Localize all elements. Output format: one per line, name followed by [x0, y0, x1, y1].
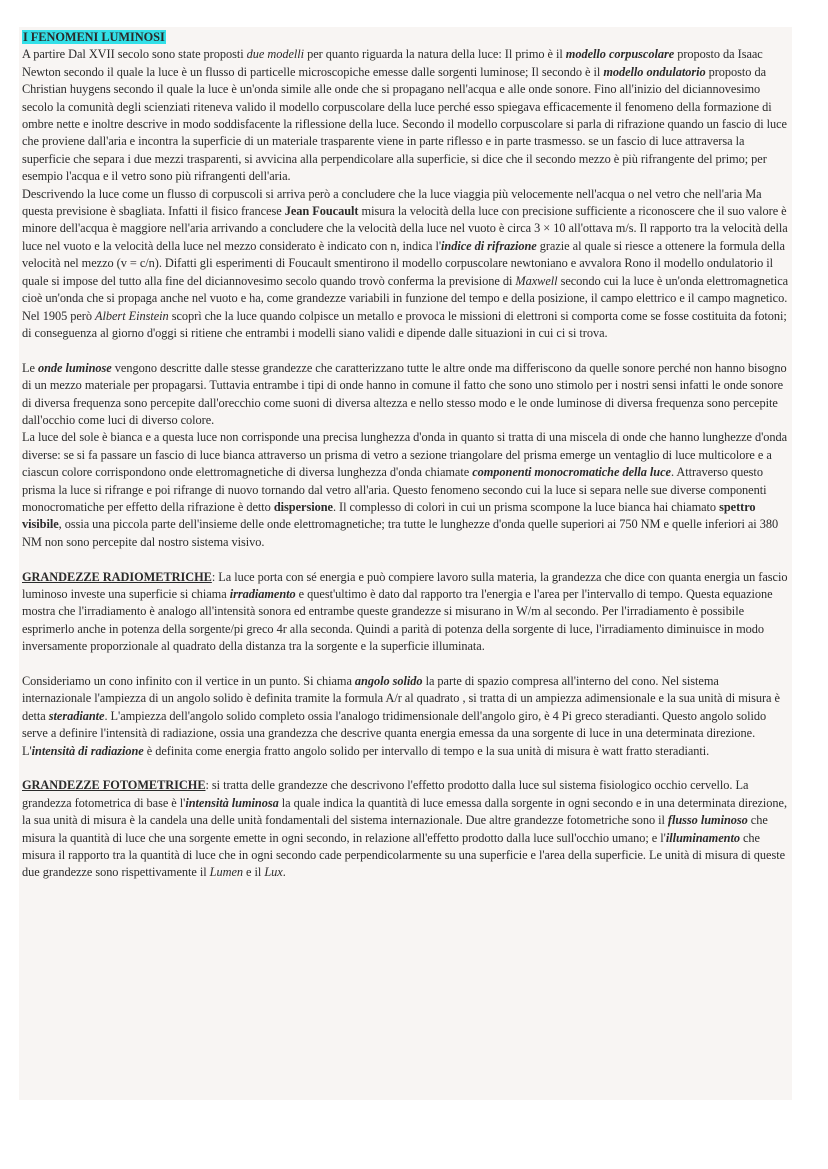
- text-run: La luce del sole è bianca e a questa luce non corrisponde una precisa lunghezza d'onda in quanto si tratta di una miscela di onde che hanno lunghezze d'onda diverse: se si fa passare un fascio di luce bianca attraverso un prisma di vetro a sezione triangolare del prisma emerge un ventaglio di luce multicolore e a ciascun colore corrispondono onde elettromagnetiche di diversa lunghezza d'onda chiamate: [22, 430, 788, 480]
- italic-text: Lux: [264, 865, 283, 880]
- key-term: irradiamento: [229, 586, 296, 601]
- text-run: . L'ampiezza dell'angolo solido completo ossia l'analogo tridimensionale dell'angolo giro, è 4 Pi greco steradianti. Questo angolo solido serve a definire l'intensità di radiazione, ossia una grandezza che descrive quanta energia emessa da una sorgente di luce in una determinata direzione. L': [22, 708, 767, 758]
- text-run: : La luce porta con sé energia e può compiere lavoro sulla materia, la grandezza che dice con quanta energia un fascio luminoso investe una superficie si chiama: [22, 569, 788, 601]
- document-page: [19, 27, 792, 1100]
- text-run: Descrivendo la luce come un flusso di corpuscoli si arriva però a concludere che la luce viaggia più velocemente nell'acqua o nel vetro che nell'aria Ma questa previsione è sbagliata. Infatti il fisico francese: [22, 186, 762, 219]
- section-heading: GRANDEZZE FOTOMETRICHE: [22, 778, 206, 793]
- key-term: intensità luminosa: [185, 795, 279, 810]
- italic-text: Albert Einstein: [95, 308, 169, 323]
- text-run: secondo cui la luce è un'onda elettromagnetica cioè un'onda che si propaga anche nel vuoto e ha, come grandezze variabili in funzione del tempo e della posizione, il campo elettrico e il campo magnetico. Nel 1905 però: [22, 273, 789, 323]
- text-run: che misura la quantità di luce che una sorgente emette in ogni secondo, in relazione all'effetto prodotto dalla luce sull'occhio umano; e l': [22, 813, 768, 845]
- text-run: .: [282, 865, 286, 880]
- key-term: illuminamento: [665, 830, 740, 845]
- paragraph-spacer: [22, 760, 790, 777]
- key-term: steradiante: [48, 708, 105, 723]
- paragraph-p3: [22, 360, 790, 430]
- bold-term: dispersione: [273, 499, 333, 514]
- text-run: proposto da Isaac Newton secondo il quale la luce è un flusso di particelle microscopiche emesse dalle sorgenti luminose; Il secondo è il: [22, 47, 763, 79]
- key-term: flusso luminoso: [667, 813, 748, 828]
- italic-text: Maxwell: [515, 273, 558, 288]
- text-run: la parte di spazio compresa all'interno del cono. Nel sistema internazionale l'ampiezza di un angolo solido è definita tramite la formula A/r al quadrato , si tratta di un ampiezza adimensionale e la sua unità di misura è detta: [22, 673, 780, 723]
- document-body: [22, 46, 790, 881]
- text-run: grazie al quale si riesce a ottenere la formula della velocità nel mezzo (v = c/n). Difatti gli esperimenti di Foucault smentirono il modello corpuscolare newtoniano e avvalora Rono il modello ondulatorio il quale si impose del tutto alla fine del diciannovesimo secolo quando trovò conferma la previsione di: [22, 238, 785, 288]
- text-run: e quest'ultimo è dato dal rapporto tra l'energia e l'area per l'intervallo di tempo. Questa equazione mostra che l'irradiamento è analogo all'intensità sonora ed entrambe queste grandezze si misurano in W/m al secondo. Per l'irradiamento è possibile esprimerlo anche in potenza della sorgente/pi greco 4r alla seconda. Quindi a parità di potenza della sorgente di luce, l'irradiamento diminuisce in modo inversamente proporzionale al quadrato della distanza tra la sorgente e la superficie illuminata.: [22, 586, 773, 654]
- section-heading: GRANDEZZE RADIOMETRICHE: [22, 569, 212, 584]
- text-run: A partire Dal XVII secolo sono state proposti: [22, 47, 247, 62]
- text-run: proposto da Christian huygens secondo il quale la luce è un'onda simile alle onde che si propagano nell'acqua e alle onde sonore. Fino all'inizio del diciannovesimo secolo la comunità degli scienziati riteneva valido il modello corpuscolare della luce perché esso spiegava efficacemente il fenomeno della formazione di ombre nette e inoltre descrive in modo soddisfacente la riflessione della luce. Secondo il modello corpuscolare si parla di rifrazione quando un fascio di luce che proviene dall'aria e incontra la superficie di un materiale trasparente viene in parte riflesso e in parte trasmesso. se un fascio di luce attraversa la superficie che separa i due mezzi trasparenti, si avvicina alla perpendicolare alla superficie, si dice che il secondo mezzo è più rifrangente del primo; per esempio l'acqua e il vetro sono più rifrangenti dell'aria.: [22, 64, 787, 184]
- paragraph-p7: [22, 777, 790, 881]
- text-run: e il: [243, 865, 265, 880]
- text-run: misura la velocità della luce con precisione sufficiente a riconoscere che il suo valore è minore dell'acqua è maggiore nell'aria arrivando a concludere che la velocità della luce nel vuoto è circa 3 × 10 all'ottava m/s. Il rapporto tra la velocità della luce nel vuoto e la velocità della luce nel mezzo considerato è indicato con n, indica l': [22, 204, 788, 253]
- key-term: angolo solido: [354, 673, 423, 688]
- paragraph-spacer: [22, 656, 790, 673]
- text-run: vengono descritte dalle stesse grandezze che caratterizzano tutte le altre onde ma differiscono da quelle sonore perché non hanno bisogno di un mezzo materiale per propagarsi. Tuttavia entrambe i tipi di onde hanno in comune il fatto che sono uno stimolo per i nostri sensi infatti le onde sonore di diversa frequenza sono percepite dall'orecchio come suoni di diversa altezza e nello stesso modo e le onde luminose di diversa frequenza sono percepite dall'occhio come luci di diverso colore.: [22, 360, 787, 427]
- italic-text: Lumen: [209, 865, 244, 880]
- paragraph-p2: [22, 186, 790, 343]
- key-term: onde luminose: [37, 360, 112, 375]
- paragraph-spacer: [22, 342, 790, 359]
- paragraph-p6: [22, 673, 790, 760]
- text-run: . Il complesso di colori in cui un prisma scompone la luce bianca hai chiamato: [332, 499, 720, 514]
- text-run: per quanto riguarda la natura della luce: Il primo è il: [304, 47, 566, 62]
- paragraph-p4: [22, 429, 790, 551]
- text-run: è definita come energia fratto angolo solido per intervallo di tempo e la sua unità di misura è watt fratto steradianti.: [143, 743, 710, 758]
- paragraph-p5: [22, 569, 790, 656]
- text-run: . Attraverso questo prisma la luce si rifrange e poi rifrange di nuovo tornando dal vetro all'aria. Questo fenomeno secondo cui la luce si separa nelle sue diverse componenti monocromatiche per effetto della rifrazione è detto: [22, 465, 767, 514]
- bold-term: spettro visibile: [22, 499, 756, 532]
- key-term: modello ondulatorio: [603, 64, 706, 79]
- text-run: la quale indica la quantità di luce emessa dalla sorgente in ogni secondo e in una determinata direzione, la sua unità di misura è la candela una delle unità fondamentali del sistema internazionale. Due altre grandezze fotometriche sono il: [22, 795, 788, 828]
- text-run: Le: [22, 360, 38, 375]
- paragraph-p1: [22, 46, 790, 185]
- key-term: modello corpuscolare: [565, 47, 675, 62]
- text-run: : si tratta delle grandezze che descrivono l'effetto prodotto dalla luce sul sistema fisiologico occhio cervello. La grandezza fotometrica di base è l': [22, 778, 749, 810]
- key-term: indice di rifrazione: [441, 238, 537, 253]
- text-run: scoprì che la luce quando colpisce un metallo e provoca le missioni di elettroni si comporta come se fosse costituita da fotoni; di conseguenza al giorno d'oggi si ritiene che entrambi i modelli siano validi e dipende dalle situazioni in cui ci si trova.: [22, 308, 787, 340]
- text-run: che misura il rapporto tra la quantità di luce che in ogni secondo cade perpendicolarmente su una superficie e l'area della superficie. Le unità di misura di queste due grandezze sono rispettivamente il: [22, 830, 786, 880]
- key-term: componenti monocromatiche della luce: [472, 465, 671, 480]
- italic-text: due modelli: [246, 47, 305, 62]
- document-title-line: [22, 29, 790, 46]
- key-term: intensità di radiazione: [31, 743, 144, 758]
- text-run: Consideriamo un cono infinito con il vertice in un punto. Si chiama: [22, 673, 355, 688]
- bold-term: Jean Foucault: [284, 204, 359, 219]
- text-run: , ossia una piccola parte dell'insieme delle onde elettromagnetiche; tra tutte le lunghezze d'onda quelle superiori ai 750 NM e quelle inferiori ai 380 NM non sono percepite dal nostro sistema visivo.: [22, 517, 779, 549]
- document-title: I FENOMENI LUMINOSI: [23, 30, 165, 44]
- paragraph-spacer: [22, 551, 790, 568]
